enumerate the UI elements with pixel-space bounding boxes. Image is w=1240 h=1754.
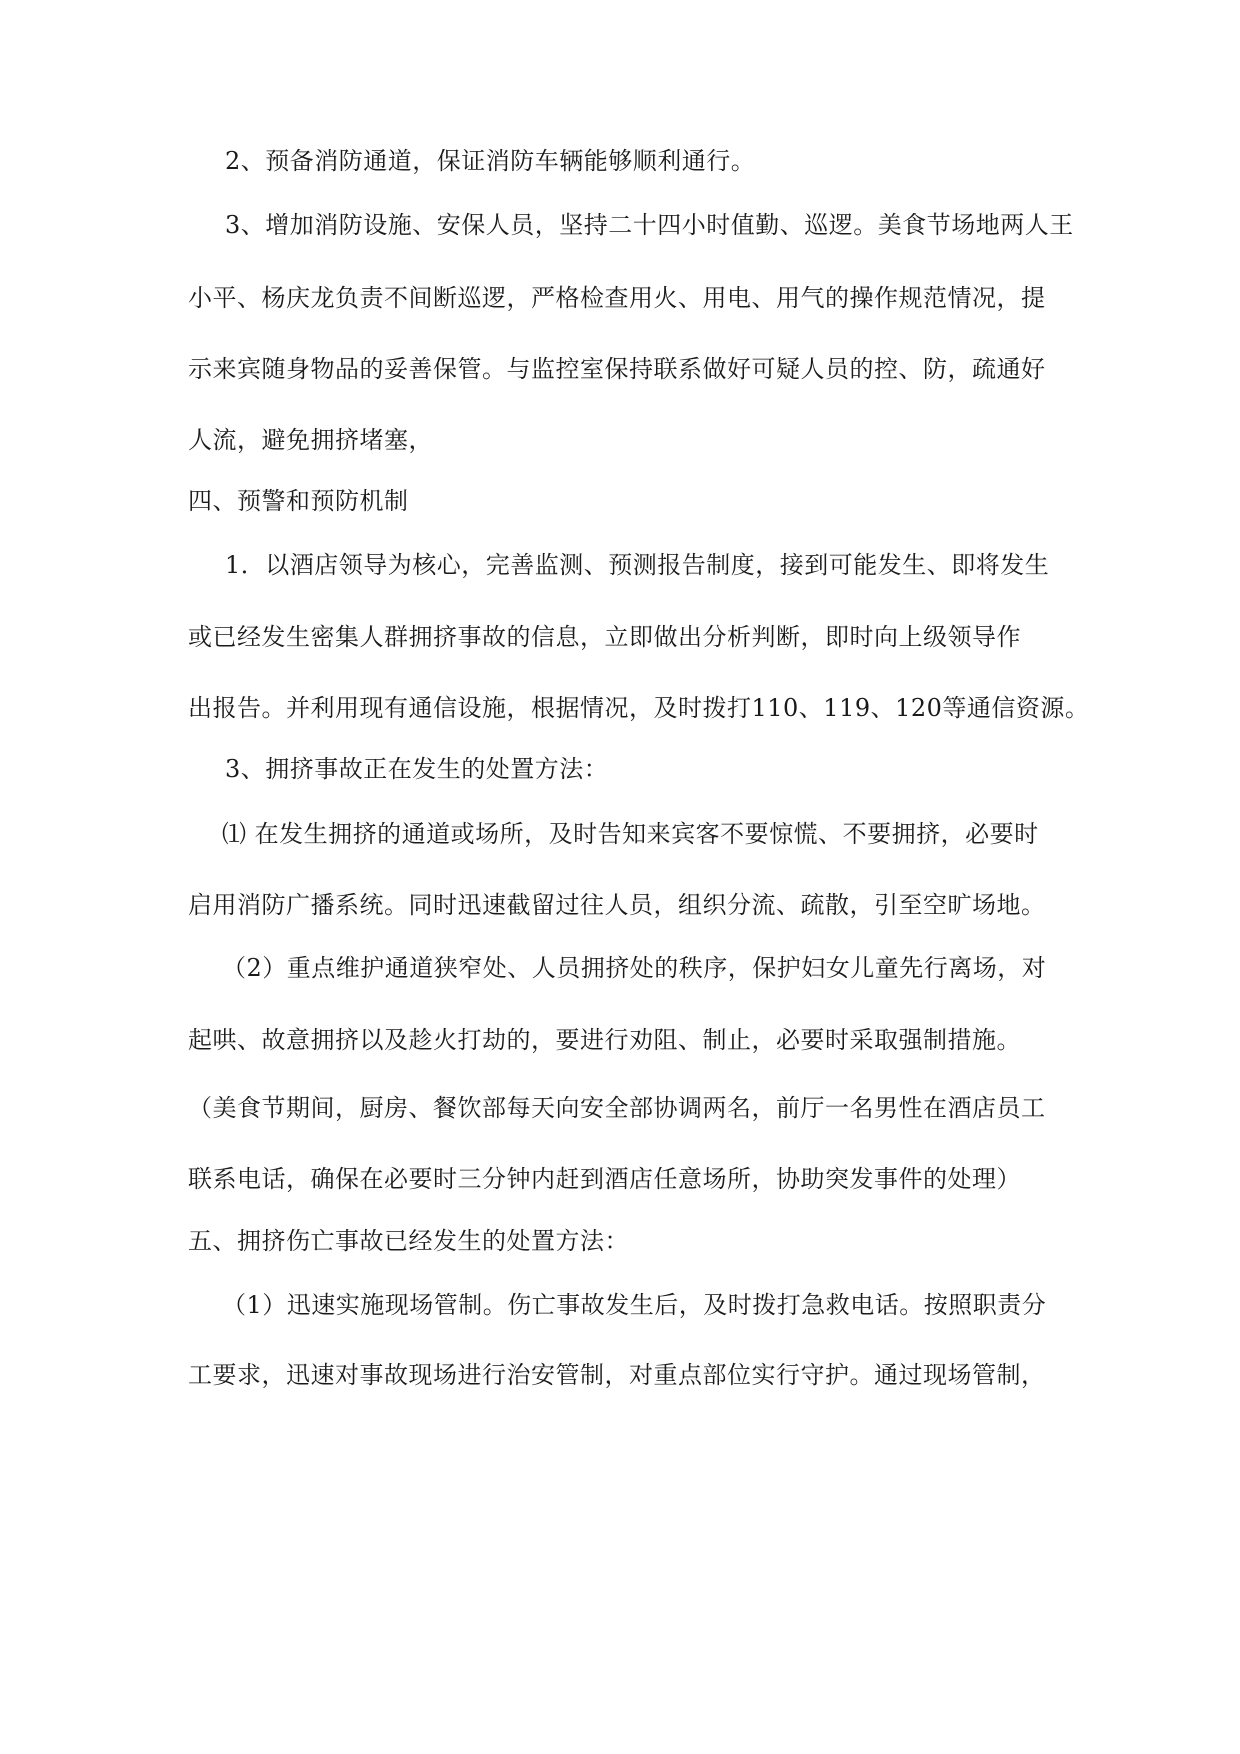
text-line: 3、增加消防设施、安保人员，坚持二十四小时值勤、巡逻。美食节场地两人王 [225, 211, 1074, 239]
text-line: 3、拥挤事故正在发生的处置方法： [225, 755, 609, 783]
text-line: （2）重点维护通道狭窄处、人员拥挤处的秩序，保护妇女儿童先行离场，对 [222, 954, 1047, 982]
text-line: 起哄、故意拥挤以及趁火打劫的，要进行劝阻、制止，必要时采取强制措施。 [188, 1026, 1021, 1054]
text-line: 出报告。并利用现有通信设施，根据情况，及时拨打110、119、120等通信资源。 [188, 694, 1090, 722]
section-heading: 四、预警和预防机制 [188, 487, 409, 515]
text-line: ⑴ 在发生拥挤的通道或场所，及时告知来宾客不要惊慌、不要拥挤，必要时 [222, 820, 1039, 848]
text-line: 小平、杨庆龙负责不间断巡逻，严格检查用火、用电、用气的操作规范情况，提 [188, 284, 1046, 312]
text-line: 2、预备消防通道，保证消防车辆能够顺利通行。 [225, 147, 756, 175]
section-heading: 五、拥挤伤亡事故已经发生的处置方法： [188, 1227, 629, 1255]
text-line: 人流，避免拥挤堵塞， [188, 426, 433, 454]
text-line: 示来宾随身物品的妥善保管。与监控室保持联系做好可疑人员的控、防，疏通好 [188, 355, 1046, 383]
text-line: 联系电话，确保在必要时三分钟内赶到酒店任意场所，协助突发事件的处理） [188, 1165, 1021, 1193]
text-line: 或已经发生密集人群拥挤事故的信息，立即做出分析判断，即时向上级领导作 [188, 623, 1021, 651]
text-line: 工要求，迅速对事故现场进行治安管制，对重点部位实行守护。通过现场管制， [188, 1361, 1046, 1389]
text-line: （1）迅速实施现场管制。伤亡事故发生后，及时拨打急救电话。按照职责分 [222, 1291, 1047, 1319]
text-line: 启用消防广播系统。同时迅速截留过往人员，组织分流、疏散，引至空旷场地。 [188, 891, 1046, 919]
text-line: （美食节期间，厨房、餐饮部每天向安全部协调两名，前厅一名男性在酒店员工 [188, 1094, 1046, 1122]
text-line: 1．以酒店领导为核心，完善监测、预测报告制度，接到可能发生、即将发生 [225, 551, 1050, 579]
